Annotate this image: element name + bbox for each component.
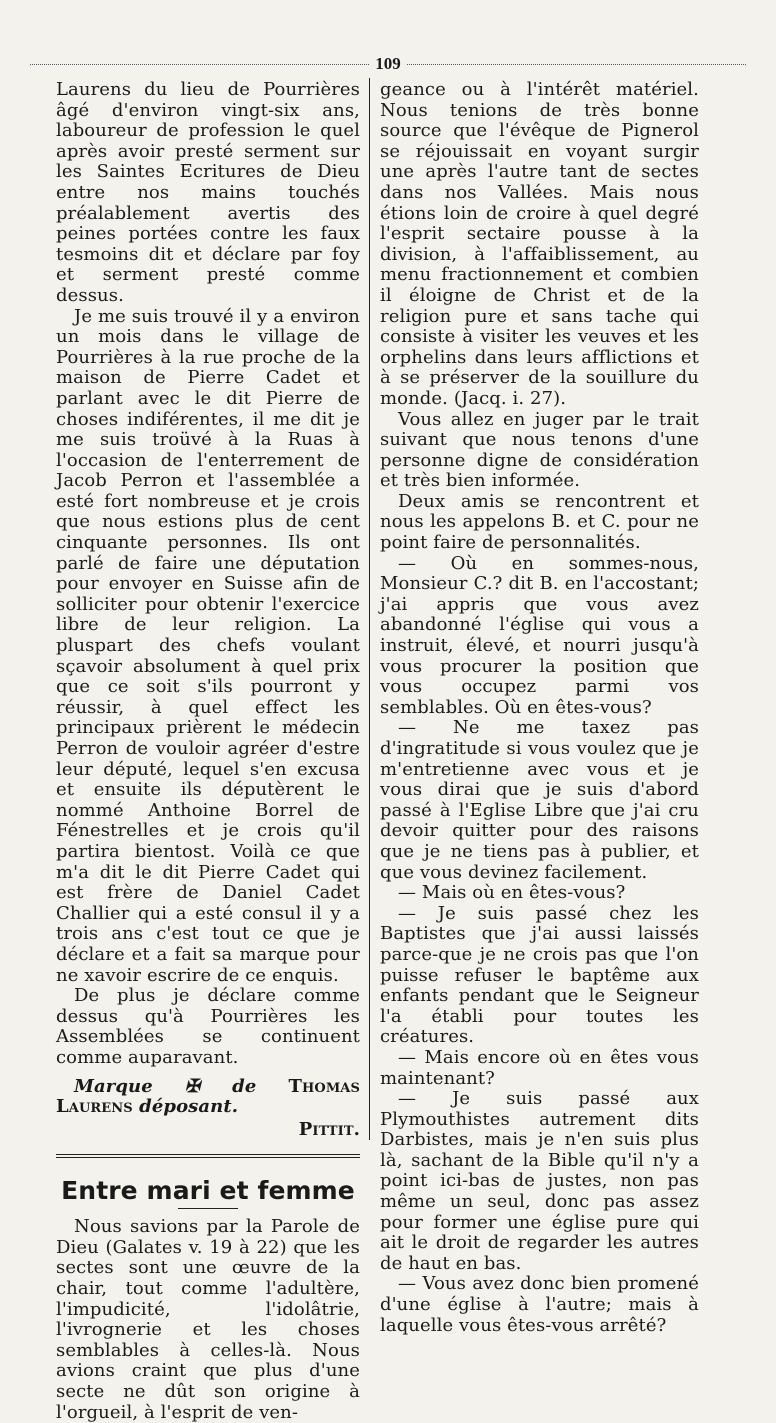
page-header <box>30 52 746 76</box>
paragraph: Je me suis trouvé il y a environ un mois dans le village de Pourrières à la rue proche de la maison de Pierre Cadet et parlant avec le dit Pierre de choses indiférentes, il me dit je me suis troüvé à la Ruas à l'occasion de l'enterrement de Jacob Perron et l'assemblée a esté fort nombreuse et je crois que nous estions plus de cent cinquante personnes. Ils ont parlé de faire une députation pour envoyer en Suisse afin de solliciter pour obtenir l'exercice libre de leur religion. La pluspart des chefs voulant sçavoir absolument à quel prix que ce soit s'ils pourront y réussir, à quel effect les principaux prièrent le médecin Perron de vouloir agréer d'estre leur député, lequel s'en excusa et ensuite ils députèrent le nommé Anthoine Borrel de Fénestrelles et je crois qu'il partira bientost. Voilà ce que m'a dit le dit Pierre Cadet qui est frère de Daniel Cadet Challier qui a esté consul il y a trois ans c'est tout ce que je déclare et a fait sa marque pour ne xavoir escrire de ce enquis. <box>56 305 360 986</box>
paragraph: Laurens du lieu de Pourrières âgé d'environ vingt-six ans, laboureur de profession le quel après avoir presté serment sur les Saintes Ecritures de Dieu entre nos mains touchés préalablement avertis des peines portées contre les faux tesmoins dit et déclare par foy et serment presté comme dessus. <box>56 79 360 306</box>
mark-label: Marque <box>74 1075 153 1097</box>
header-rule-right <box>407 64 746 65</box>
section-separator <box>56 1154 360 1158</box>
mark-line <box>56 1077 360 1118</box>
paragraph: Deux amis se rencontrent et nous les appelons B. et C. pour ne point faire de personnalités. <box>380 490 699 554</box>
dialogue-line: — Où en sommes-nous, Monsieur C.? dit B. en l'accostant; j'ai appris que vous avez abandonné l'église qui vous a instruit, élevé, et nourri jusqu'à vous procurer la position que vous occupez parmi vos semblables. Où en êtes-vous? <box>380 552 699 718</box>
header-rule-left <box>30 64 369 65</box>
dialogue-line: — Vous avez donc bien promené d'une église à l'autre; mais à laquelle vous êtes-vous arrêté? <box>380 1273 699 1336</box>
cross-mark-icon: ✠ <box>184 1075 201 1097</box>
dialogue-line: — Je suis passé chez les Baptistes que j'ai aussi laissés parce-que je ne crois pas que l'on puisse refuser le baptême aux enfants pendant que le Seigneur l'a établi pour toutes les créatures. <box>380 902 699 1048</box>
paragraph: Vous allez en juger par le trait suivant que nous tenons d'une personne digne de considération et très bien informée. <box>380 408 699 492</box>
left-column <box>56 80 360 1423</box>
signature: Pittit. <box>298 1118 360 1140</box>
section-title: Entre mari et femme <box>61 1176 355 1206</box>
deponent-label: déposant. <box>139 1096 239 1118</box>
paragraph: geance ou à l'intérêt matériel. Nous tenions de très bonne source que l'évêque de Pignerol se réjouissait en voyant surgir une après l'autre tant de sectes dans nos Vallées. Mais nous étions loin de croire à quel degré l'esprit sectaire pousse à la division, à l'affaiblissement, au menu fractionnement et combien il éloigne de Christ et de la religion pure et sans tache qui consiste à visiter les veuves et les orphelins dans leurs afflictions et à se préserver de la souillure du monde. (Jacq. i. 27). <box>380 79 699 409</box>
page-number: 109 <box>375 54 401 73</box>
dialogue-line: — Mais encore où en êtes vous maintenant? <box>380 1046 699 1089</box>
dialogue-line: — Ne me taxez pas d'ingratitude si vous voulez que je m'entretienne avec vous et je vous dirai que je suis d'abord passé à l'Eglise Libre que j'ai cru devoir quitter pour des raisons que je ne tiens pas à publier, et que vous devinez facilement. <box>380 717 699 883</box>
column-divider <box>369 78 370 1140</box>
paragraph: De plus je déclare comme dessus qu'à Pourrières les Assemblées se continuent comme auparavant. <box>56 985 360 1068</box>
right-column <box>380 80 699 1336</box>
paragraph: Nous savions par la Parole de Dieu (Galates v. 19 à 22) que les sectes sont une œuvre de la chair, tout comme l'adultère, l'impudicité, l'idolâtrie, l'ivrognerie et les choses semblables à celles-là. Nous avions craint que plus d'une secte ne dût son origine à l'orgueil, à l'esprit de ven- <box>56 1216 360 1423</box>
deponent-name: Thomas Laurens <box>56 1075 360 1118</box>
mark-de: de <box>232 1075 257 1097</box>
dialogue-line: — Mais où en êtes-vous? <box>398 882 626 904</box>
title-underline <box>178 1208 238 1209</box>
dialogue-line: — Je suis passé aux Plymouthistes autrement dits Darbistes, mais je n'en suis plus là, sachant de la Bible qu'il n'y a point ici-bas de justes, non pas même un seul, donc pas assez pour former une église pure qui ait le droit de regarder les autres de haut en bas. <box>380 1088 699 1274</box>
